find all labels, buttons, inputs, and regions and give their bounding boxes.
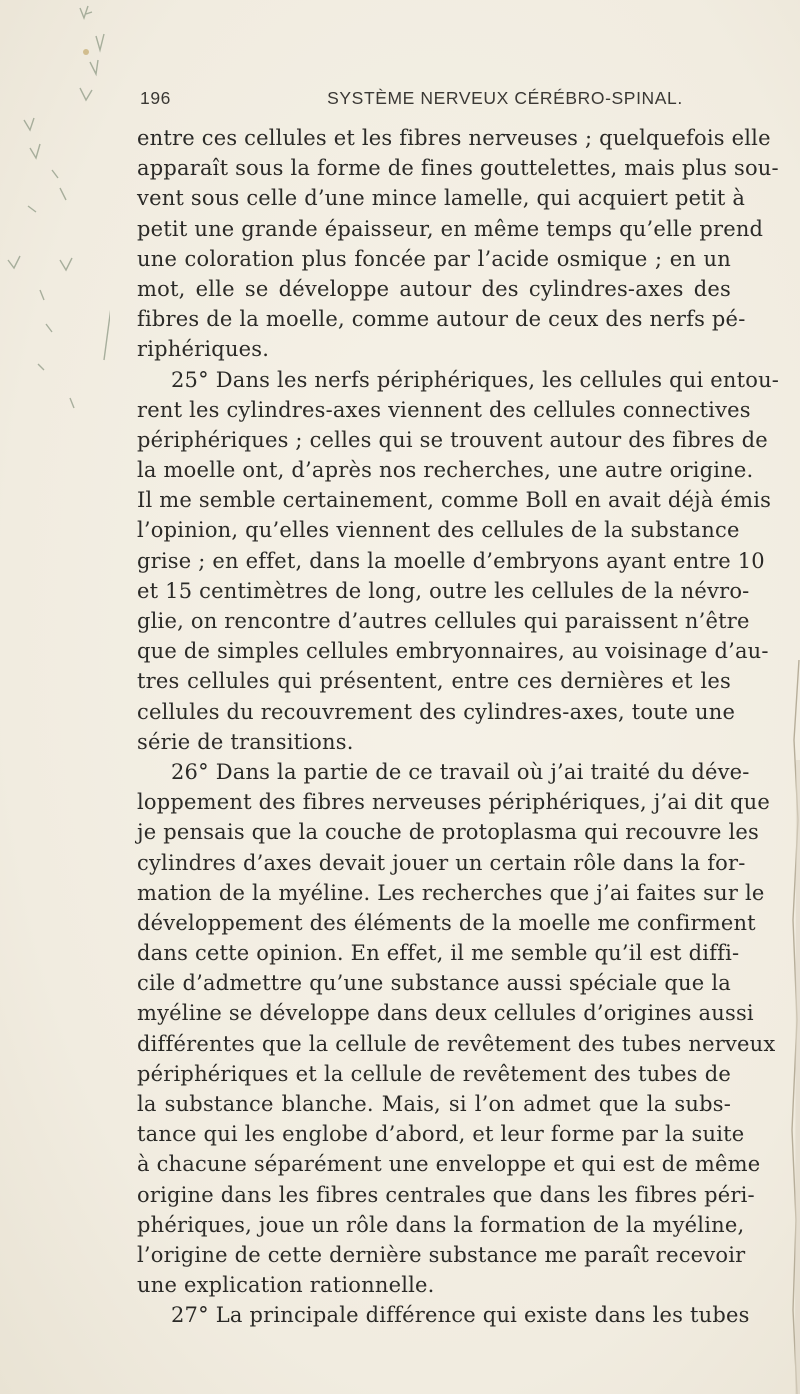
page-number: 196: [140, 88, 171, 108]
text-line: glie, on rencontre d’autres cellules qui paraissent n’être: [137, 609, 750, 633]
text-line: petit une grande épaisseur, en même temps qu’elle prend: [137, 216, 764, 241]
text-line: la substance blanche. Mais, si l’on admet que la subs-: [137, 1092, 731, 1116]
paragraph-26-start: 26° Dans la partie de ce travail où j’ai traité du déve-: [171, 759, 750, 784]
text-line: une coloration plus foncée par l’acide osmique ; en un: [137, 246, 731, 271]
page-edge-shadow: [786, 660, 800, 1394]
text-line: une explication rationnelle.: [137, 1273, 435, 1298]
text-line: périphériques et la cellule de revêtement des tubes de: [137, 1061, 731, 1086]
text-line: entre ces cellules et les fibres nerveuses ; quelquefois elle: [137, 126, 771, 150]
text-line: fibres de la moelle, comme autour de ceux des nerfs pé-: [137, 307, 746, 332]
margin-ink-marks: [0, 0, 110, 480]
text-line: tance qui les englobe d’abord, et leur forme par la suite: [137, 1122, 745, 1147]
text-line: cile d’admettre qu’une substance aussi spéciale que la: [137, 971, 731, 996]
running-head-title: SYSTÈME NERVEUX CÉRÉBRO-SPINAL.: [327, 88, 683, 108]
text-line: développement des éléments de la moelle me confirment: [137, 910, 756, 935]
text-line: différentes que la cellule de revêtement des tubes nerveux: [137, 1031, 776, 1056]
text-line: vent sous celle d’une mince lamelle, qui acquiert petit à: [137, 186, 746, 211]
paragraph-25-start: 25° Dans les nerfs périphériques, les cellules qui entou-: [171, 367, 780, 392]
text-line: dans cette opinion. En effet, il me semble qu’il est diffi-: [137, 941, 740, 966]
text-line: apparaît sous la forme de fines gouttelettes, mais plus sou-: [137, 156, 779, 181]
text-line: Il me semble certainement, comme Boll en avait déjà émis: [137, 488, 772, 513]
text-line: cellules du recouvrement des cylindres-axes, toute une: [137, 699, 736, 724]
text-line: loppement des fibres nerveuses périphériques, j’ai dit que: [137, 790, 770, 815]
text-line: rent les cylindres-axes viennent des cellules connectives: [137, 397, 751, 422]
body-text: [137, 123, 780, 1331]
text-line: cylindres d’axes devait jouer un certain rôle dans la for-: [137, 850, 746, 875]
text-line: myéline se développe dans deux cellules d’origines aussi: [137, 1001, 754, 1026]
text-line: grise ; en effet, dans la moelle d’embryons ayant entre 10: [137, 548, 765, 573]
text-line: que de simples cellules embryonnaires, au voisinage d’au-: [137, 639, 769, 664]
text-line: mot, elle se développe autour des cylindres-axes des: [137, 276, 731, 301]
text-line: riphériques.: [137, 337, 270, 362]
text-line: phériques, joue un rôle dans la formation de la myéline,: [137, 1212, 745, 1237]
text-line: et 15 centimètres de long, outre les cellules de la névro-: [137, 578, 750, 603]
text-line: l’origine de cette dernière substance me paraît recevoir: [137, 1242, 746, 1267]
text-line: à chacune séparément une enveloppe et qui est de même: [137, 1152, 761, 1177]
text-line: périphériques ; celles qui se trouvent autour des fibres de: [137, 427, 768, 452]
paragraph-27-start: 27° La principale différence qui existe dans les tubes: [171, 1303, 750, 1328]
text-line: série de transitions.: [137, 729, 354, 754]
text-line: je pensais que la couche de protoplasma qui recouvre les: [137, 820, 759, 845]
text-line: l’opinion, qu’elles viennent des cellules de la substance: [137, 518, 740, 543]
running-head: [140, 88, 725, 118]
text-line: tres cellules qui présentent, entre ces dernières et les: [137, 669, 731, 694]
text-line: mation de la myéline. Les recherches que j’ai faites sur le: [137, 880, 765, 905]
text-line: origine dans les fibres centrales que dans les fibres péri-: [137, 1182, 755, 1207]
text-line: la moelle ont, d’après nos recherches, une autre origine.: [137, 458, 754, 483]
